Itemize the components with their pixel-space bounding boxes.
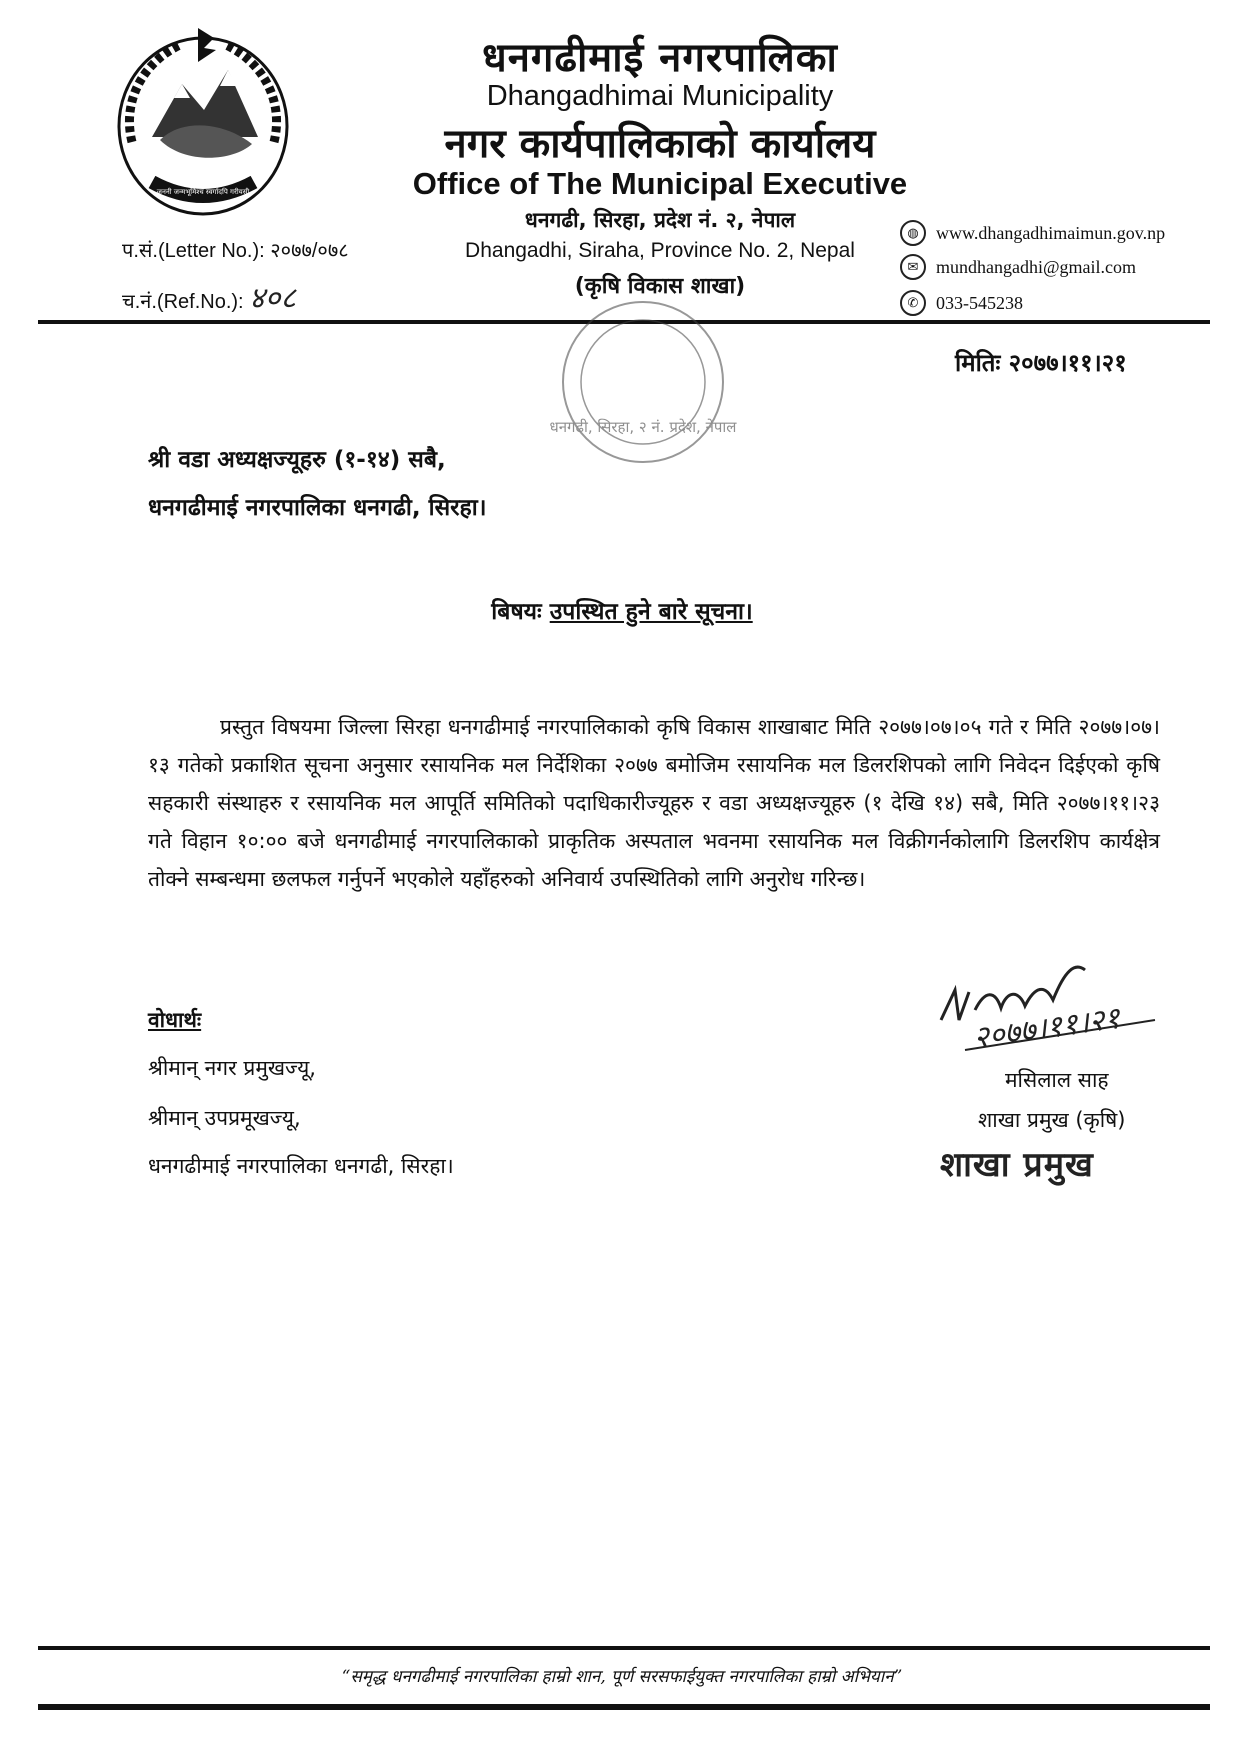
envelope-icon: ✉ — [900, 254, 926, 280]
subject-text: उपस्थित हुने बारे सूचना। — [549, 599, 753, 625]
reference-number-label: च.नं.(Ref.No.): — [122, 291, 244, 313]
letter-number — [122, 236, 349, 263]
letter-number-label: प.सं.(Letter No.): — [122, 240, 265, 262]
address-en: Dhangadhi, Siraha, Province No. 2, Nepal — [465, 239, 855, 262]
address-np: धनगढी, सिरहा, प्रदेश नं. २, नेपाल — [524, 208, 796, 232]
reference-number — [122, 276, 296, 317]
signature-stamp: शाखा प्रमुख — [940, 1145, 1094, 1185]
subject-line — [0, 594, 1244, 626]
handwritten-date: २०७७।११।२१ — [971, 1000, 1123, 1056]
footer-divider-top — [38, 1646, 1210, 1650]
nepal-emblem-logo — [112, 22, 294, 218]
phone-text: 033-545238 — [936, 292, 1023, 313]
handwritten-signature — [935, 950, 1215, 1070]
signatory-title: शाखा प्रमुख (कृषि) — [978, 1108, 1126, 1132]
subject-label: बिषयः — [491, 599, 542, 625]
letter-number-value: २०७७/०७८ — [270, 240, 349, 262]
office-stamp — [548, 292, 738, 472]
office-name-en: Office of The Municipal Executive — [412, 166, 908, 201]
email-text: mundhangadhi@gmail.com — [936, 256, 1137, 277]
office-name-np: नगर कार्यपालिकाको कार्यालय — [444, 121, 876, 167]
signatory-name: मसिलाल साह — [1005, 1068, 1109, 1092]
cc-line-1: श्रीमान् नगर प्रमुखज्यू, — [148, 1056, 316, 1080]
cc-line-3: धनगढीमाई नगरपालिका धनगढी, सिरहा। — [148, 1154, 454, 1178]
emblem-motto: जननी जन्मभूमिश्च स्वर्गादपि गरीयसी — [156, 188, 250, 196]
website-text: www.dhangadhimaimun.gov.np — [936, 222, 1166, 243]
letter-date: मितिः २०७७।११।२१ — [955, 349, 1127, 377]
phone-contact — [900, 290, 1023, 316]
branch-name: (कृषि विकास शाखा) — [574, 274, 746, 299]
footer-divider-bottom — [38, 1704, 1210, 1710]
addressee-line-2: धनगढीमाई नगरपालिका धनगढी, सिरहा। — [148, 495, 487, 521]
phone-icon: ✆ — [900, 290, 926, 316]
footer-slogan: “समृद्ध धनगढीमाई नगरपालिका हाम्रो शान, पूर्ण सरसफाईयुक्त नगरपालिका हाम्रो अभियान” — [341, 1667, 903, 1687]
body-paragraph: प्रस्तुत विषयमा जिल्ला सिरहा धनगढीमाई नगरपालिकाको कृषि विकास शाखाबाट मिति २०७७।०७।०५ गते र मिति २०७७।०७।१३ गतेको प्रकाशित सूचना अनुसार रसायनिक मल निर्देशिका २०७७ बमोजिम रसायनिक मल डिलरशिपको लागि निवेदन दिईएको कृषि सहकारी संस्थाहरु र रसायनिक मल आपूर्ति समितिको पदाधिकारीज्यूहरु र वडा अध्यक्षज्यूहरु (१ देखि १४) सबै, मिति २०७७।११।२३ गते विहान १०:०० बजे धनगढीमाई नगरपालिकाको प्राकृतिक अस्पताल भवनमा रसायनिक मल विक्रीगर्नकोलागि डिलरशिप कार्यक्षेत्र तोक्ने सम्बन्धमा छलफल गर्नुपर्ने भएकोले यहाँहरुको अनिवार्य उपस्थितिको लागि अनुरोध गरिन्छ। — [148, 715, 1160, 891]
stamp-text: धनगढी, सिरहा, २ नं. प्रदेश, नेपाल — [549, 418, 737, 436]
reference-number-value: ४०८ — [249, 281, 296, 316]
globe-icon: ◍ — [900, 220, 926, 246]
cc-heading: वोधार्थः — [148, 1008, 202, 1032]
municipality-name-np: धनगढीमाई नगरपालिका — [482, 35, 838, 81]
municipality-name-en: Dhangadhimai Municipality — [486, 80, 834, 112]
email-contact — [900, 254, 1136, 280]
addressee-line-1: श्री वडा अध्यक्षज्यूहरु (१-१४) सबै, — [148, 447, 446, 473]
website-contact — [900, 220, 1165, 246]
cc-line-2: श्रीमान् उपप्रमूखज्यू, — [148, 1106, 301, 1130]
